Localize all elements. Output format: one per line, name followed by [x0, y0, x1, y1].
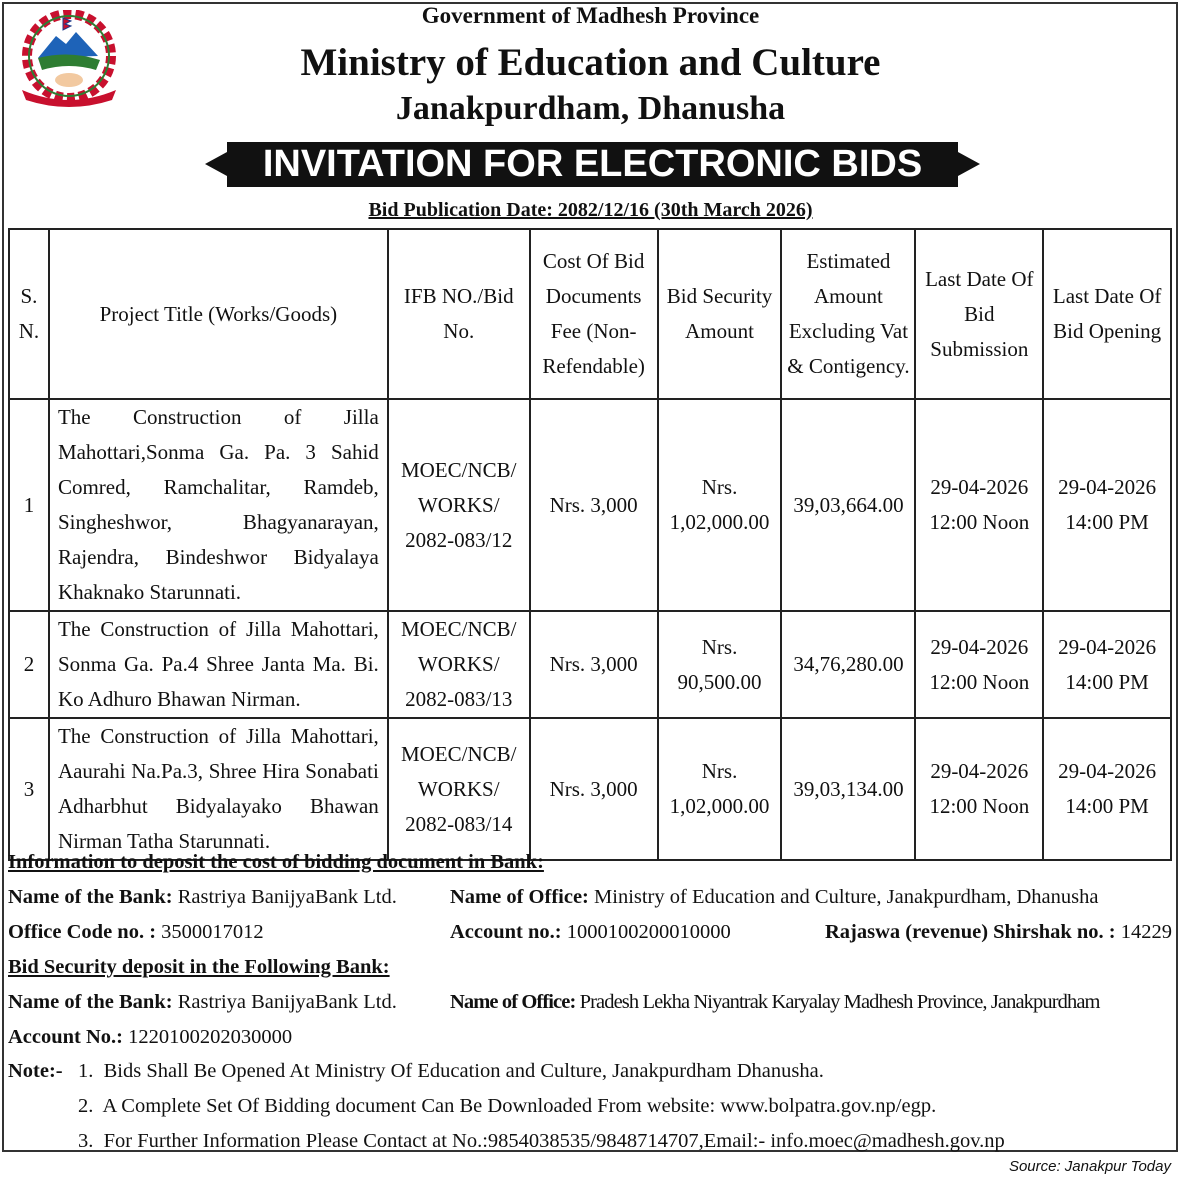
cell-submission: 29-04-2026 12:00 Noon	[915, 399, 1043, 611]
cell-security: Nrs. 1,02,000.00	[658, 718, 782, 860]
security-office	[450, 991, 1100, 1014]
table-header-row	[9, 229, 1171, 399]
col-estimated-amount: Estimated Amount Excluding Vat & Contigency.	[781, 229, 915, 399]
label: Office Code no. :	[8, 921, 157, 943]
label: Name of Office:	[450, 991, 576, 1013]
cell-opening: 29-04-2026 14:00 PM	[1043, 399, 1171, 611]
col-submission-date: Last Date Of Bid Submission	[915, 229, 1043, 399]
label: Name of the Bank:	[8, 886, 173, 908]
deposit-office	[450, 886, 1098, 909]
ministry-heading: Ministry of Education and Culture	[300, 41, 881, 84]
label: Account No.:	[8, 1026, 124, 1048]
cell-security: Nrs. 90,500.00	[658, 611, 782, 718]
note-item: 3. For Further Information Please Contact at No.:9854038535/9848714707,Email:- info.moec@madhesh.gov.np	[78, 1130, 1005, 1152]
cell-submission: 29-04-2026 12:00 Noon	[915, 611, 1043, 718]
cell-fee: Nrs. 3,000	[530, 611, 658, 718]
value: 14229	[1120, 921, 1172, 943]
government-heading: Government of Madhesh Province	[421, 3, 760, 28]
table-row	[9, 399, 1171, 611]
col-doc-fee: Cost Of Bid Documents Fee (Non-Refendable)	[530, 229, 658, 399]
cell-sn: 1	[9, 399, 49, 611]
cell-ifb: MOEC/NCB/ WORKS/ 2082-083/14	[388, 718, 530, 860]
value: 3500017012	[161, 921, 264, 943]
document-title: INVITATION FOR ELECTRONIC BIDS	[262, 143, 923, 185]
col-sn: S. N.	[9, 229, 49, 399]
cell-title: The Construction of Jilla Mahottari,Sonma Ga. Pa. 3 Sahid Comred, Ramchalitar, Ramdeb, Singheshwor, Bhagyanarayan, Rajendra, Bindeshwor Bidyalaya Khaknako Starunnati.	[49, 399, 388, 611]
table-row	[9, 718, 1171, 860]
label: Note:-	[8, 1060, 63, 1082]
cell-submission: 29-04-2026 12:00 Noon	[915, 718, 1043, 860]
security-bank	[8, 991, 397, 1014]
col-bid-security: Bid Security Amount	[658, 229, 782, 399]
cell-title: The Construction of Jilla Mahottari, Sonma Ga. Pa.4 Shree Janta Ma. Bi. Ko Adhuro Bhawan Nirman.	[49, 611, 388, 718]
value: Pradesh Lekha Niyantrak Karyalay Madhesh Province, Janakpurdham	[579, 991, 1100, 1013]
cell-sn: 3	[9, 718, 49, 860]
col-project-title: Project Title (Works/Goods)	[49, 229, 388, 399]
cell-opening: 29-04-2026 14:00 PM	[1043, 718, 1171, 860]
value: Rastriya BanijyaBank Ltd.	[177, 991, 397, 1013]
value: Ministry of Education and Culture, Janakpurdham, Dhanusha	[594, 886, 1099, 908]
label: Name of Office:	[450, 886, 589, 908]
cell-ifb: MOEC/NCB/ WORKS/ 2082-083/13	[388, 611, 530, 718]
deposit-bank	[8, 886, 397, 909]
col-ifb-no: IFB NO./Bid No.	[388, 229, 530, 399]
value: 1000100200010000	[566, 921, 731, 943]
deposit-heading: Information to deposit the cost of bidding document in Bank:	[8, 851, 544, 873]
publication-date: Bid Publication Date: 2082/12/16 (30th March 2026)	[368, 199, 813, 221]
label: Name of the Bank:	[8, 991, 173, 1013]
cell-fee: Nrs. 3,000	[530, 399, 658, 611]
rajaswa-shirshak	[825, 921, 1172, 944]
note-item: 1. Bids Shall Be Opened At Ministry Of Education and Culture, Janakpurdham Dhanusha.	[78, 1060, 824, 1082]
value: 1220100202030000	[128, 1026, 293, 1048]
cell-opening: 29-04-2026 14:00 PM	[1043, 611, 1171, 718]
cell-fee: Nrs. 3,000	[530, 718, 658, 860]
office-code	[8, 921, 264, 944]
cell-estimate: 39,03,134.00	[781, 718, 915, 860]
note-item: 2. A Complete Set Of Bidding document Can Be Downloaded From website: www.bolpatra.gov.np/egp.	[78, 1095, 937, 1117]
cell-estimate: 34,76,280.00	[781, 611, 915, 718]
label: Account no.:	[450, 921, 562, 943]
notes-label	[8, 1060, 63, 1083]
value: Rastriya BanijyaBank Ltd.	[177, 886, 397, 908]
table-row	[9, 611, 1171, 718]
cell-title: The Construction of Jilla Mahottari, Aaurahi Na.Pa.3, Shree Hira Sonabati Adharbhut Bidyalayako Bhawan Nirman Tatha Starunnati.	[49, 718, 388, 860]
security-heading: Bid Security deposit in the Following Bank:	[8, 956, 390, 978]
security-account	[8, 1026, 292, 1049]
cell-estimate: 39,03,664.00	[781, 399, 915, 611]
label: Rajaswa (revenue) Shirshak no. :	[825, 921, 1116, 943]
deposit-account	[450, 921, 731, 944]
cell-sn: 2	[9, 611, 49, 718]
source-credit: Source: Janakpur Today	[1008, 1158, 1171, 1175]
col-opening-date: Last Date Of Bid Opening	[1043, 229, 1171, 399]
cell-ifb: MOEC/NCB/ WORKS/ 2082-083/12	[388, 399, 530, 611]
bids-table	[8, 228, 1172, 861]
location-heading: Janakpurdham, Dhanusha	[395, 90, 786, 127]
cell-security: Nrs. 1,02,000.00	[658, 399, 782, 611]
